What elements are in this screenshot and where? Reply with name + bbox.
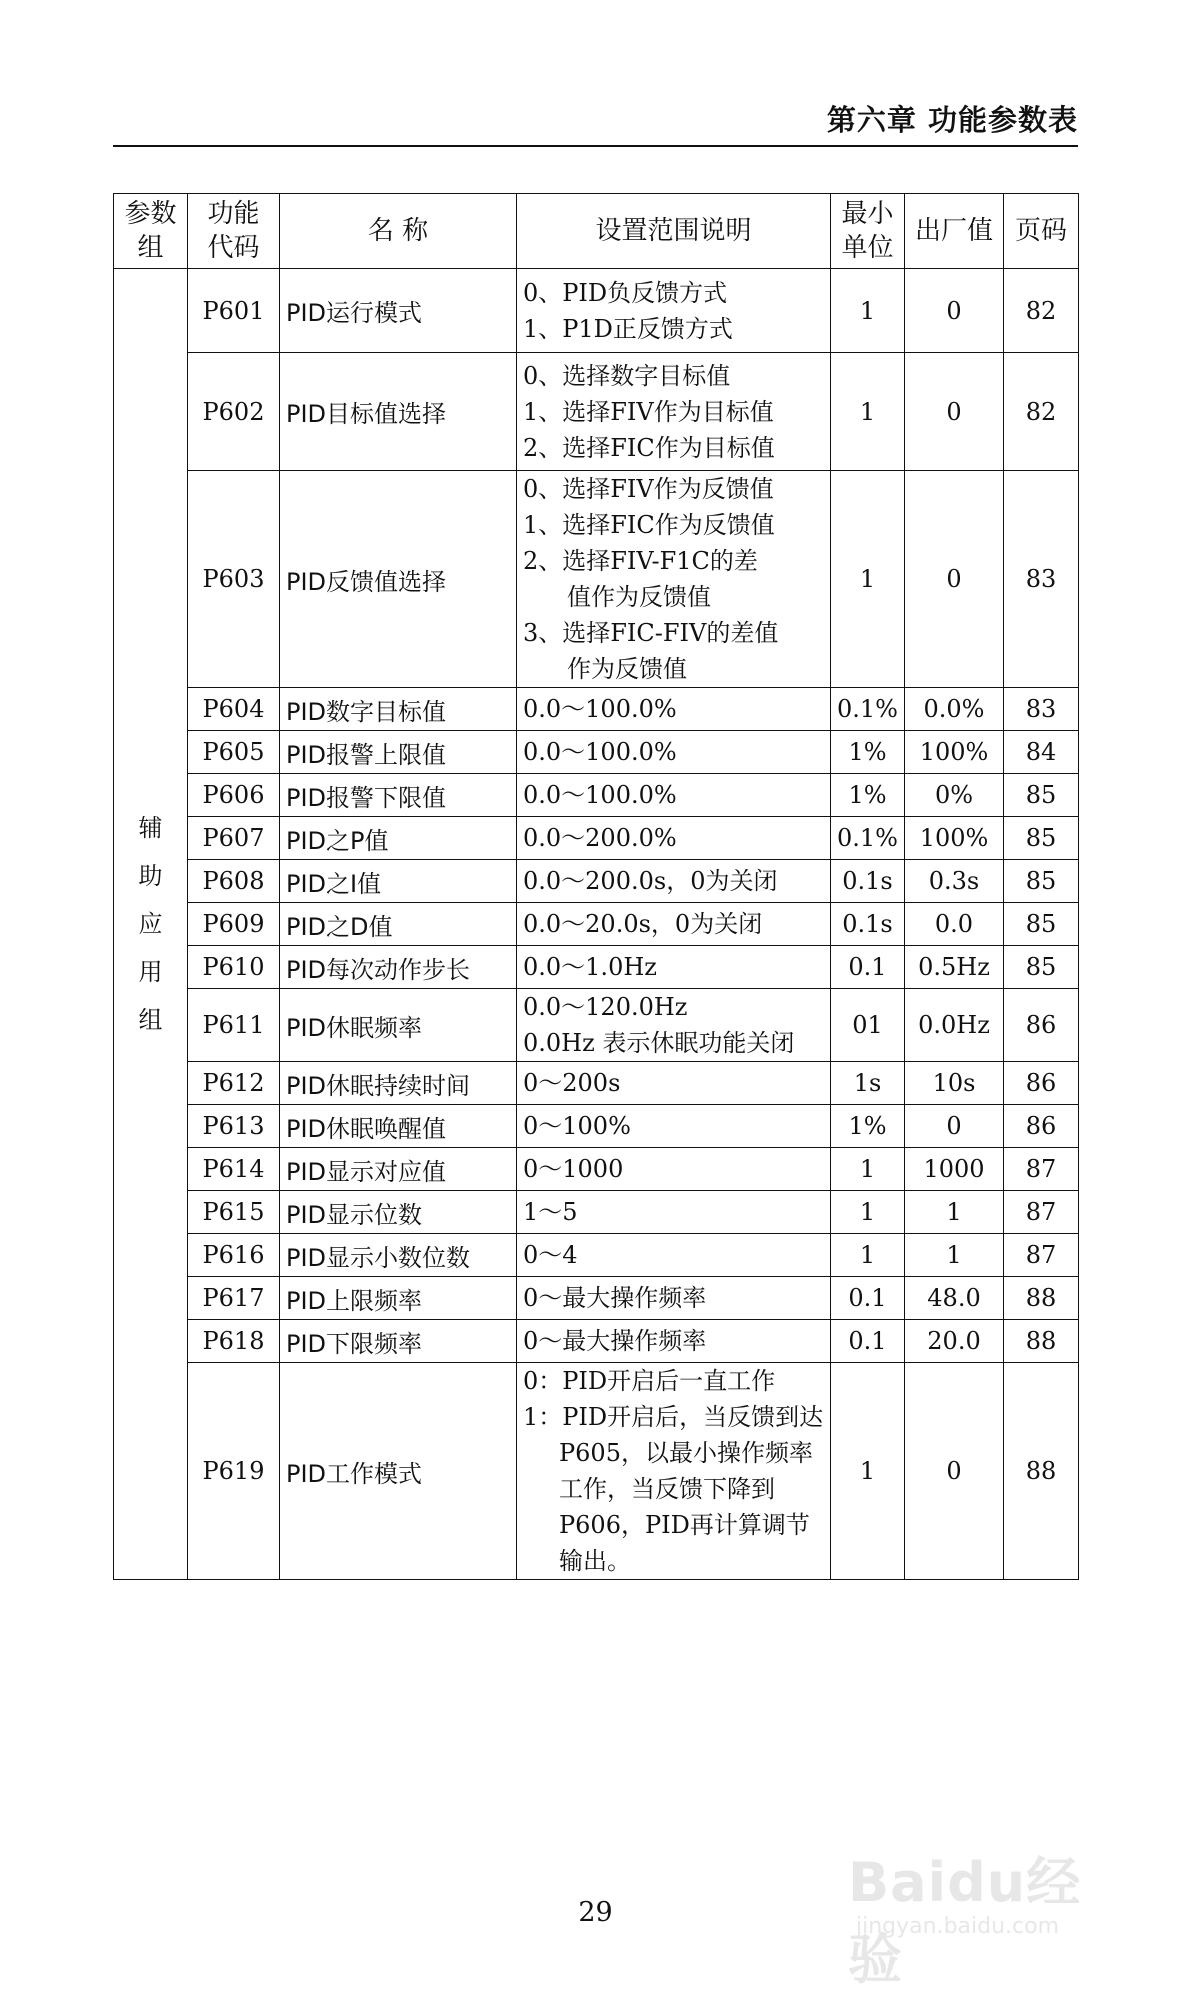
param-page: 86 bbox=[1004, 1105, 1079, 1148]
table-row bbox=[114, 1277, 1079, 1320]
table-row bbox=[114, 353, 1079, 471]
table-row bbox=[114, 1363, 1079, 1580]
table-row bbox=[114, 269, 1079, 353]
range-line: 2、选择FIC作为目标值 bbox=[523, 433, 775, 462]
param-range bbox=[517, 817, 831, 860]
param-default: 0 bbox=[905, 1363, 1004, 1580]
param-page: 86 bbox=[1004, 1062, 1079, 1105]
range-line: 作为反馈值 bbox=[567, 655, 687, 683]
param-page: 86 bbox=[1004, 989, 1079, 1062]
param-name: PID显示小数位数 bbox=[280, 1234, 517, 1277]
param-name: PID之P值 bbox=[280, 817, 517, 860]
param-page: 88 bbox=[1004, 1320, 1079, 1363]
range-line: 0.0～100.0% bbox=[523, 695, 677, 723]
param-code: P615 bbox=[188, 1191, 280, 1234]
param-name: PID每次动作步长 bbox=[280, 946, 517, 989]
param-min-unit: 1 bbox=[831, 1148, 905, 1191]
table-row bbox=[114, 1191, 1079, 1234]
param-min-unit: 1% bbox=[831, 1105, 905, 1148]
param-name: PID显示位数 bbox=[280, 1191, 517, 1234]
param-default: 0% bbox=[905, 774, 1004, 817]
range-line: 1、P1D正反馈方式 bbox=[523, 314, 733, 343]
param-range bbox=[517, 774, 831, 817]
param-min-unit: 01 bbox=[831, 989, 905, 1062]
param-code: P604 bbox=[188, 688, 280, 731]
param-name: PID工作模式 bbox=[280, 1363, 517, 1580]
param-default: 0.0Hz bbox=[905, 989, 1004, 1062]
param-min-unit: 0.1% bbox=[831, 817, 905, 860]
param-name: PID之I值 bbox=[280, 860, 517, 903]
param-min-unit: 0.1 bbox=[831, 1320, 905, 1363]
range-line: 0～200s bbox=[523, 1069, 621, 1097]
param-range bbox=[517, 1234, 831, 1277]
param-name: PID反馈值选择 bbox=[280, 471, 517, 688]
param-code: P618 bbox=[188, 1320, 280, 1363]
param-range bbox=[517, 1148, 831, 1191]
param-name: PID数字目标值 bbox=[280, 688, 517, 731]
table-row bbox=[114, 1105, 1079, 1148]
param-name: PID报警下限值 bbox=[280, 774, 517, 817]
param-page: 82 bbox=[1004, 353, 1079, 471]
range-line: 0.0～1.0Hz bbox=[523, 953, 657, 981]
chapter-title: 第六章 功能参数表 bbox=[826, 103, 1078, 137]
param-default: 100% bbox=[905, 731, 1004, 774]
param-range bbox=[517, 1320, 831, 1363]
table-row bbox=[114, 774, 1079, 817]
param-name: PID显示对应值 bbox=[280, 1148, 517, 1191]
param-page: 85 bbox=[1004, 946, 1079, 989]
param-range bbox=[517, 269, 831, 353]
param-range bbox=[517, 903, 831, 946]
range-line: 值作为反馈值 bbox=[567, 583, 711, 611]
param-min-unit: 0.1s bbox=[831, 860, 905, 903]
range-line: 0.0Hz 表示休眠功能关闭 bbox=[523, 1029, 795, 1057]
param-code: P619 bbox=[188, 1363, 280, 1580]
table-row bbox=[114, 1234, 1079, 1277]
param-code: P610 bbox=[188, 946, 280, 989]
range-line: 0.0～100.0% bbox=[523, 781, 677, 809]
param-min-unit: 1 bbox=[831, 471, 905, 688]
param-page: 84 bbox=[1004, 731, 1079, 774]
param-range bbox=[517, 1277, 831, 1320]
param-code: P608 bbox=[188, 860, 280, 903]
param-page: 85 bbox=[1004, 817, 1079, 860]
param-page: 83 bbox=[1004, 471, 1079, 688]
param-default: 0 bbox=[905, 269, 1004, 353]
param-default: 0 bbox=[905, 353, 1004, 471]
table-row bbox=[114, 1148, 1079, 1191]
range-line: 0.0～120.0Hz bbox=[523, 993, 688, 1021]
param-min-unit: 0.1 bbox=[831, 1277, 905, 1320]
param-range bbox=[517, 731, 831, 774]
param-code: P616 bbox=[188, 1234, 280, 1277]
param-page: 87 bbox=[1004, 1148, 1079, 1191]
table-header-row bbox=[114, 194, 1079, 269]
param-range bbox=[517, 860, 831, 903]
param-min-unit: 1 bbox=[831, 1191, 905, 1234]
param-range bbox=[517, 1105, 831, 1148]
param-default: 0 bbox=[905, 471, 1004, 688]
param-range bbox=[517, 946, 831, 989]
table-row bbox=[114, 946, 1079, 989]
param-name: PID上限频率 bbox=[280, 1277, 517, 1320]
param-code: P614 bbox=[188, 1148, 280, 1191]
param-range bbox=[517, 989, 831, 1062]
param-range bbox=[517, 353, 831, 471]
param-default: 0 bbox=[905, 1105, 1004, 1148]
table-row bbox=[114, 989, 1079, 1062]
table-row bbox=[114, 903, 1079, 946]
range-line: 0～1000 bbox=[523, 1155, 624, 1183]
table-row bbox=[114, 471, 1079, 688]
param-range bbox=[517, 688, 831, 731]
param-name: PID下限频率 bbox=[280, 1320, 517, 1363]
param-min-unit: 1% bbox=[831, 731, 905, 774]
range-line: 0～100% bbox=[523, 1112, 631, 1140]
range-line: 0～4 bbox=[523, 1241, 578, 1269]
param-page: 85 bbox=[1004, 774, 1079, 817]
table-row bbox=[114, 817, 1079, 860]
table-row bbox=[114, 731, 1079, 774]
param-default: 10s bbox=[905, 1062, 1004, 1105]
param-page: 87 bbox=[1004, 1191, 1079, 1234]
param-name: PID休眠持续时间 bbox=[280, 1062, 517, 1105]
param-default: 0.3s bbox=[905, 860, 1004, 903]
header-page: 页码 bbox=[1004, 194, 1079, 269]
range-line: 0～最大操作频率 bbox=[523, 1327, 707, 1355]
param-code: P613 bbox=[188, 1105, 280, 1148]
param-min-unit: 0.1 bbox=[831, 946, 905, 989]
table-row bbox=[114, 1062, 1079, 1105]
baidu-watermark bbox=[848, 1840, 1128, 1991]
param-range bbox=[517, 471, 831, 688]
range-line: 2、选择FIV-F1C的差 bbox=[523, 547, 758, 575]
param-default: 1 bbox=[905, 1191, 1004, 1234]
param-default: 0.0 bbox=[905, 903, 1004, 946]
param-min-unit: 1 bbox=[831, 1363, 905, 1580]
param-code: P602 bbox=[188, 353, 280, 471]
param-min-unit: 1s bbox=[831, 1062, 905, 1105]
range-line: 0：PID开启后一直工作 bbox=[523, 1367, 776, 1395]
param-min-unit: 0.1% bbox=[831, 688, 905, 731]
param-default: 20.0 bbox=[905, 1320, 1004, 1363]
param-page: 85 bbox=[1004, 860, 1079, 903]
param-range bbox=[517, 1363, 831, 1580]
header-name: 名 称 bbox=[280, 194, 517, 269]
range-line: 0、选择FIV作为反馈值 bbox=[523, 475, 774, 503]
param-code: P605 bbox=[188, 731, 280, 774]
param-default: 0.5Hz bbox=[905, 946, 1004, 989]
param-name: PID目标值选择 bbox=[280, 353, 517, 471]
param-code: P603 bbox=[188, 471, 280, 688]
param-min-unit: 1 bbox=[831, 1234, 905, 1277]
param-name: PID休眠频率 bbox=[280, 989, 517, 1062]
param-min-unit: 1% bbox=[831, 774, 905, 817]
parameter-table bbox=[113, 193, 1079, 1580]
watermark-url: jingyan.baidu.com bbox=[856, 1914, 1060, 1939]
param-page: 87 bbox=[1004, 1234, 1079, 1277]
param-default: 48.0 bbox=[905, 1277, 1004, 1320]
param-name: PID之D值 bbox=[280, 903, 517, 946]
param-code: P609 bbox=[188, 903, 280, 946]
param-page: 83 bbox=[1004, 688, 1079, 731]
param-name: PID休眠唤醒值 bbox=[280, 1105, 517, 1148]
param-default: 1000 bbox=[905, 1148, 1004, 1191]
range-line: 1：PID开启后，当反馈到达P605，以最小操作频率工作，当反馈下降到P606，PID再计算调节输出。 bbox=[523, 1403, 824, 1575]
param-code: P607 bbox=[188, 817, 280, 860]
range-line: 0、选择数字目标值 bbox=[523, 361, 731, 390]
range-line: 1、选择FIV作为目标值 bbox=[523, 397, 774, 426]
header-rule bbox=[113, 145, 1078, 147]
range-line: 3、选择FIC-FIV的差值 bbox=[523, 619, 779, 647]
param-code: P601 bbox=[188, 269, 280, 353]
range-line: 1、选择FIC作为反馈值 bbox=[523, 511, 775, 539]
param-page: 88 bbox=[1004, 1363, 1079, 1580]
range-line: 0.0～100.0% bbox=[523, 738, 677, 766]
param-code: P611 bbox=[188, 989, 280, 1062]
param-range bbox=[517, 1062, 831, 1105]
param-range bbox=[517, 1191, 831, 1234]
param-page: 85 bbox=[1004, 903, 1079, 946]
range-line: 0.0～200.0s，0为关闭 bbox=[523, 867, 778, 895]
range-line: 0～最大操作频率 bbox=[523, 1284, 707, 1312]
watermark-logo: Baidu经验 bbox=[848, 1851, 1082, 1991]
header-default: 出厂值 bbox=[905, 194, 1004, 269]
table-row bbox=[114, 1320, 1079, 1363]
header-range: 设置范围说明 bbox=[517, 194, 831, 269]
page-number: 29 bbox=[578, 1897, 613, 1928]
param-code: P617 bbox=[188, 1277, 280, 1320]
table-row bbox=[114, 688, 1079, 731]
param-min-unit: 1 bbox=[831, 353, 905, 471]
table-row bbox=[114, 860, 1079, 903]
header-code: 功能 代码 bbox=[188, 194, 280, 269]
range-line: 0、PID负反馈方式 bbox=[523, 278, 728, 307]
param-code: P606 bbox=[188, 774, 280, 817]
param-default: 0.0% bbox=[905, 688, 1004, 731]
param-min-unit: 0.1s bbox=[831, 903, 905, 946]
param-name: PID报警上限值 bbox=[280, 731, 517, 774]
range-line: 0.0～200.0% bbox=[523, 824, 677, 852]
range-line: 0.0～20.0s，0为关闭 bbox=[523, 910, 763, 938]
param-default: 100% bbox=[905, 817, 1004, 860]
param-default: 1 bbox=[905, 1234, 1004, 1277]
range-line: 1～5 bbox=[523, 1198, 578, 1226]
group-label: 辅助应用组 bbox=[114, 269, 188, 1580]
header-min-unit: 最小 单位 bbox=[831, 194, 905, 269]
param-code: P612 bbox=[188, 1062, 280, 1105]
header-group: 参数 组 bbox=[114, 194, 188, 269]
param-page: 88 bbox=[1004, 1277, 1079, 1320]
param-min-unit: 1 bbox=[831, 269, 905, 353]
param-page: 82 bbox=[1004, 269, 1079, 353]
param-name: PID运行模式 bbox=[280, 269, 517, 353]
